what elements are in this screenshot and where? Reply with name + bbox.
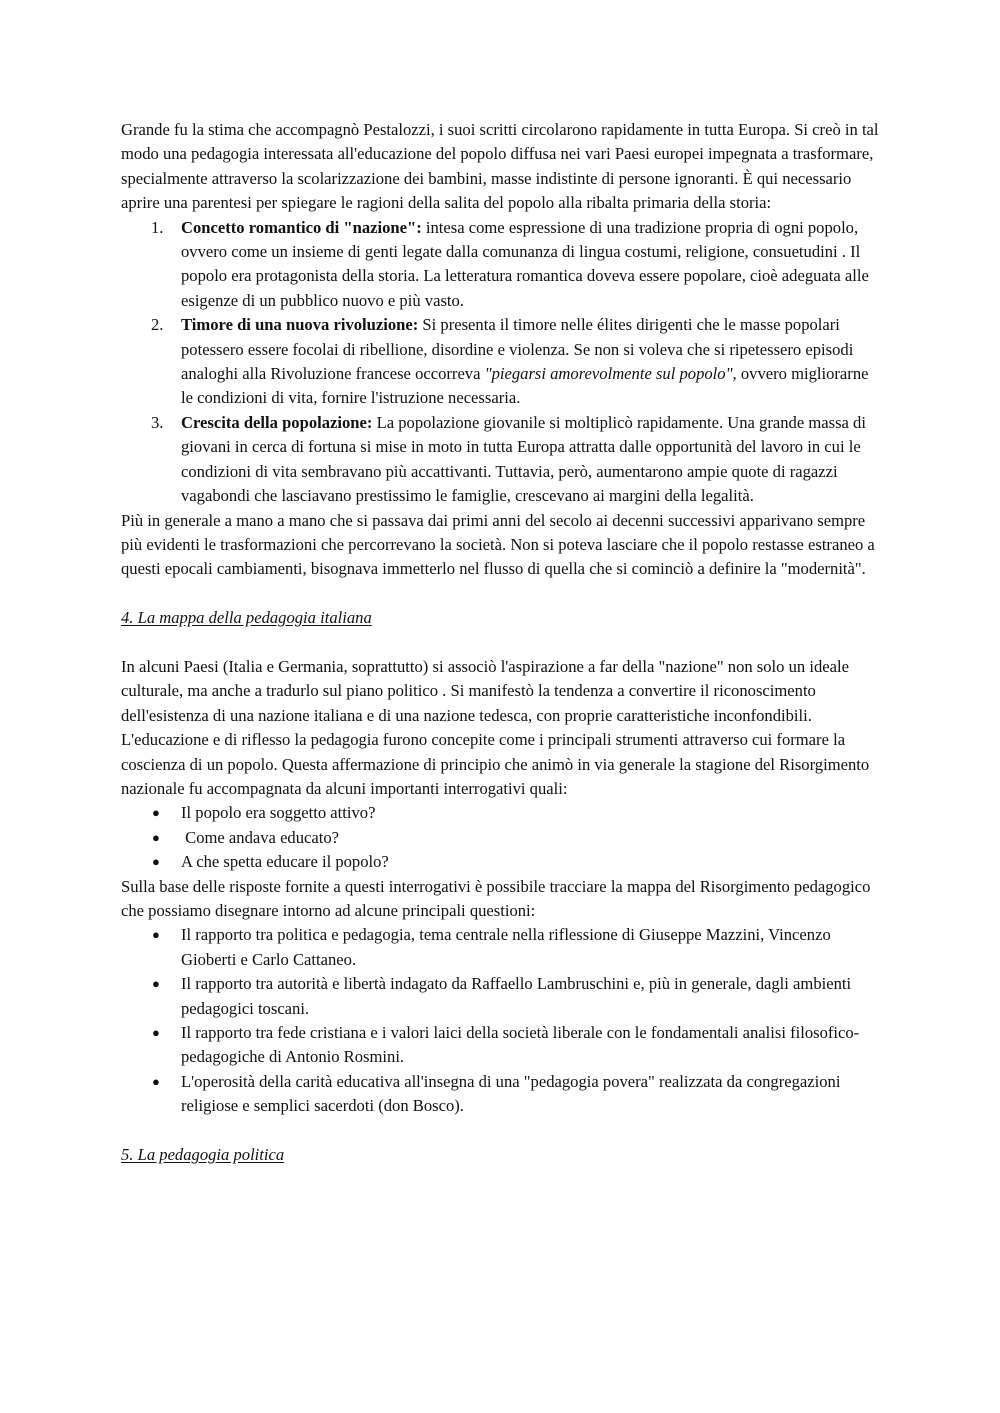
list-item — [121, 411, 883, 509]
issues-list — [121, 923, 883, 1118]
section-4-paragraph-3: Sulla base delle risposte fornite a questi interrogativi è possibile tracciare la mappa del Risorgimento pedagogico che possiamo disegnare intorno ad alcune principali questioni: — [121, 876, 871, 920]
after-reasons-paragraph: Più in generale a mano a mano che si passava dai primi anni del secolo ai decenni successivi apparivano sempre più evidenti le trasformazioni che percorrevano la società. Non si poteva lasciare che il popolo restasse estraneo a questi epocali cambiamenti, bisognava immetterlo nel flusso di quella che si cominciò a definire la "modernità". — [121, 510, 875, 579]
question-text: A che spetta educare il popolo? — [181, 852, 389, 872]
reasons-list — [121, 216, 883, 509]
bullet-icon: ● — [152, 854, 160, 870]
list-item — [121, 923, 883, 972]
list-number: 1. — [151, 217, 164, 237]
list-item — [121, 1021, 883, 1070]
list-item — [121, 850, 883, 874]
list-item — [121, 313, 883, 411]
list-item — [121, 801, 883, 825]
list-number: 3. — [151, 412, 164, 432]
issue-text: Il rapporto tra politica e pedagogia, tema centrale nella riflessione di Giuseppe Mazzini, Vincenzo Gioberti e Carlo Cattaneo. — [181, 925, 831, 969]
issue-text: Il rapporto tra autorità e libertà indagato da Raffaello Lambruschini e, più in generale, dagli ambienti pedagogici toscani. — [181, 974, 852, 1018]
bullet-icon: ● — [152, 805, 160, 821]
list-number: 2. — [151, 315, 164, 335]
item-title: Crescita della popolazione: — [181, 412, 373, 432]
item-text: Si presenta il timore nelle élites dirigenti che le masse popolari potessero essere focolai di ribellione, disordine e violenza. Se non si voleva che si ripetessero episodi analoghi alla Rivoluzione francese occorreva — [181, 315, 854, 384]
questions-list — [121, 801, 883, 874]
list-item — [121, 826, 883, 850]
section-4-paragraph-1: In alcuni Paesi (Italia e Germania, soprattutto) si associò l'aspirazione a far della "nazione" non solo un ideale culturale, ma anche a tradurlo sul piano politico . Si manifestò la tendenza a convertire il riconoscimento dell'esistenza di una nazione italiana e di una nazione tedesca, con proprie caratteristiche inconfondibili. — [121, 656, 849, 725]
issue-text: Il rapporto tra fede cristiana e i valori laici della società liberale con le fondamentali analisi filosofico-pedagogiche di Antonio Rosmini. — [181, 1023, 860, 1067]
section-4-heading: 4. La mappa della pedagogia italiana — [121, 608, 372, 628]
bullet-icon: ● — [152, 829, 160, 845]
list-item — [121, 216, 883, 314]
bullet-icon: ● — [152, 1073, 160, 1089]
item-title: Timore di una nuova rivoluzione: — [181, 315, 419, 335]
item-text: intesa come espressione di una tradizione propria di ogni popolo, ovvero come un insieme di genti legate dalla comunanza di lingua costumi, religione, consuetudini . Il popolo era protagonista della storia. La letteratura romantica doveva essere popolare, cioè adeguata alle esigenze di un pubblico nuovo e più vasto. — [181, 217, 869, 310]
section-4-paragraph-2: L'educazione e di riflesso la pedagogia furono concepite come i principali strumenti attraverso cui formare la coscienza di un popolo. Questa affermazione di principio che animò in via generale la stagione del Risorgimento nazionale fu accompagnata da alcuni importanti interrogativi quali: — [121, 730, 870, 798]
item-text-after: , ovvero migliorarne le condizioni di vita, fornire l'istruzione necessaria. — [181, 364, 869, 408]
bullet-icon: ● — [152, 927, 160, 943]
question-text: Il popolo era soggetto attivo? — [181, 803, 376, 823]
issue-text: L'operosità della carità educativa all'insegna di una "pedagogia povera" realizzata da congregazioni religiose e semplici sacerdoti (don Bosco). — [181, 1071, 841, 1116]
item-quote: "piegarsi amorevolmente sul popolo" — [484, 364, 733, 384]
item-text: La popolazione giovanile si moltiplicò rapidamente. Una grande massa di giovani in cerca di fortuna si mise in moto in tutta Europa attratta dalle opportunità del lavoro in cui le condizioni di vita sembravano più accattivanti. Tuttavia, però, aumentarono ampie quote di ragazzi vagabondi che lasciavano prestissimo le famiglie, crescevano ai margini della legalità. — [181, 412, 866, 506]
question-text: Come andava educato? — [181, 827, 340, 847]
document-page — [121, 118, 883, 1167]
bullet-icon: ● — [152, 1025, 160, 1040]
bullet-icon: ● — [152, 976, 160, 992]
list-item — [121, 1070, 883, 1119]
item-title: Concetto romantico di "nazione": — [181, 217, 422, 237]
intro-paragraph: Grande fu la stima che accompagnò Pestalozzi, i suoi scritti circolarono rapidamente in tutta Europa. Si creò in tal modo una pedagogia interessata all'educazione del popolo diffusa nei vari Paesi europei impegnata a trasformare, specialmente attraverso la scolarizzazione dei bambini, masse indistinte di persone ignoranti. È qui necessario aprire una parentesi per spiegare le ragioni della salita del popolo alla ribalta primaria della storia: — [121, 120, 879, 213]
section-5-heading: 5. La pedagogia politica — [121, 1145, 285, 1165]
list-item — [121, 972, 883, 1021]
